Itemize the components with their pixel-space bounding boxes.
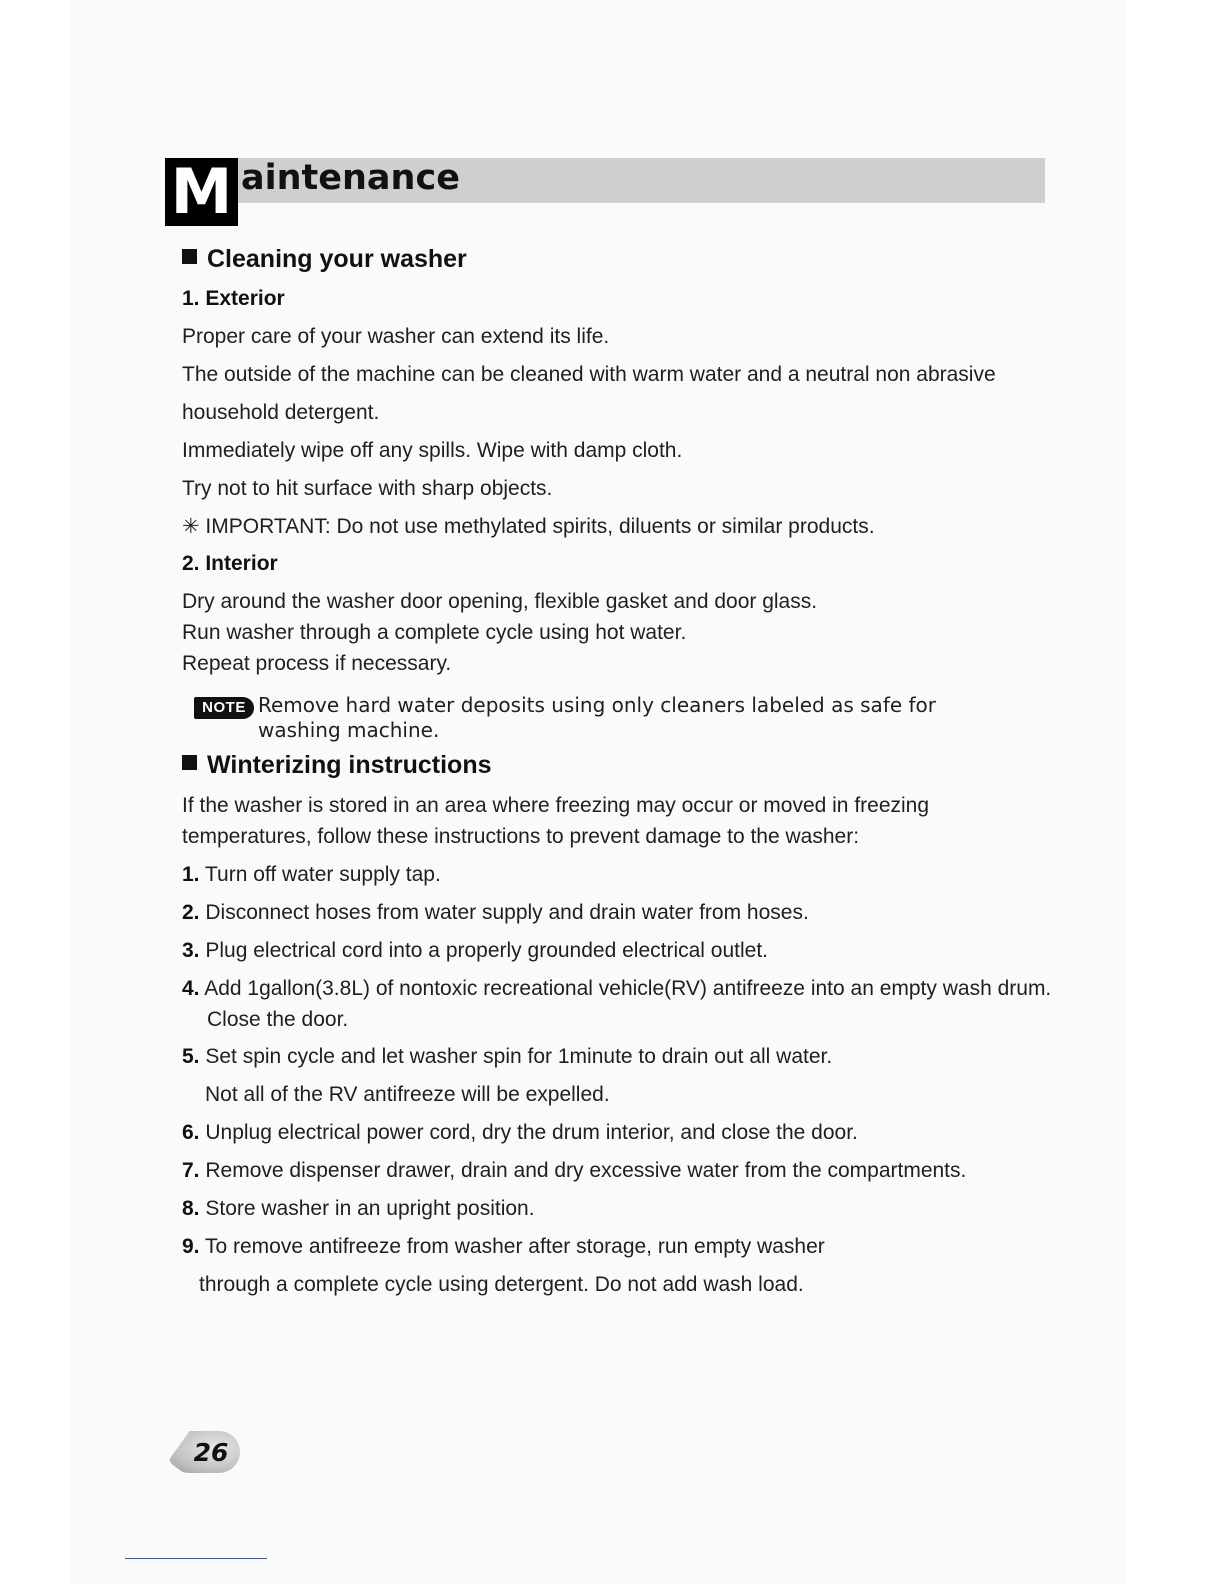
step-text: Remove dispenser drawer, drain and dry excessive water from the compartments. [205,1159,967,1182]
exterior-line: Immediately wipe off any spills. Wipe with damp cloth. [182,439,683,462]
step-number: 9. [182,1235,200,1258]
step-continuation: Close the door. [207,1008,349,1031]
step-item [182,900,809,926]
step-text: Plug electrical cord into a properly grounded electrical outlet. [205,939,769,962]
interior-heading: 2. Interior [182,552,278,575]
step-number: 3. [182,939,200,962]
step-number: 6. [182,1121,200,1144]
page-title: aintenance [241,158,460,198]
section-title-winterizing: Winterizing instructions [182,750,492,780]
important-warning: ✳ IMPORTANT: Do not use methylated spirits, diluents or similar products. [182,515,875,538]
page-number: 26 [193,1438,229,1467]
interior-line: Run washer through a complete cycle using hot water. [182,621,687,644]
exterior-line: The outside of the machine can be cleaned with warm water and a neutral non abrasive [182,363,996,386]
square-bullet-icon [182,249,197,264]
step-item [182,1044,832,1070]
exterior-line: household detergent. [182,401,380,424]
step-item [182,938,768,964]
step-item [182,862,441,888]
footer-divider [125,1558,267,1559]
step-number: 7. [182,1159,200,1182]
step-text: Disconnect hoses from water supply and drain water from hoses. [205,901,809,924]
step-text: Add 1gallon(3.8L) of nontoxic recreational vehicle(RV) antifreeze into an empty wash drum. [204,977,1052,1000]
exterior-line: Proper care of your washer can extend its life. [182,325,610,348]
square-bullet-icon [182,755,197,770]
step-text: Unplug electrical power cord, dry the drum interior, and close the door. [205,1121,858,1144]
exterior-heading: 1. Exterior [182,287,285,310]
step-number: 4. [182,977,200,1000]
step-number: 2. [182,901,200,924]
step-number: 1. [182,863,200,886]
winterizing-intro: temperatures, follow these instructions to prevent damage to the washer: [182,825,860,848]
section-title-cleaning: Cleaning your washer [182,244,467,274]
step-text: Set spin cycle and let washer spin for 1minute to drain out all water. [205,1045,833,1068]
step-text: To remove antifreeze from washer after storage, run empty washer [204,1235,825,1258]
step-item [182,976,1051,1002]
step-item [182,1196,535,1222]
step-continuation: through a complete cycle using detergent. Do not add wash load. [199,1273,804,1296]
step-item [182,1120,858,1146]
header-initial-block: M [165,158,238,226]
winterizing-intro: If the washer is stored in an area where freezing may occur or moved in freezing [182,794,930,817]
step-continuation: Not all of the RV antifreeze will be expelled. [205,1083,610,1106]
note-text: Remove hard water deposits using only cleaners labeled as safe for washing machine. [258,693,937,742]
step-item [182,1158,966,1184]
note-badge-icon: NOTE [194,697,254,719]
step-number: 5. [182,1045,200,1068]
step-number: 8. [182,1197,200,1220]
step-text: Store washer in an upright position. [205,1197,535,1220]
interior-line: Dry around the washer door opening, flexible gasket and door glass. [182,590,818,613]
interior-line: Repeat process if necessary. [182,652,452,675]
page-background [70,0,1125,1584]
step-text: Turn off water supply tap. [204,863,441,886]
exterior-line: Try not to hit surface with sharp objects. [182,477,553,500]
step-item [182,1234,825,1260]
